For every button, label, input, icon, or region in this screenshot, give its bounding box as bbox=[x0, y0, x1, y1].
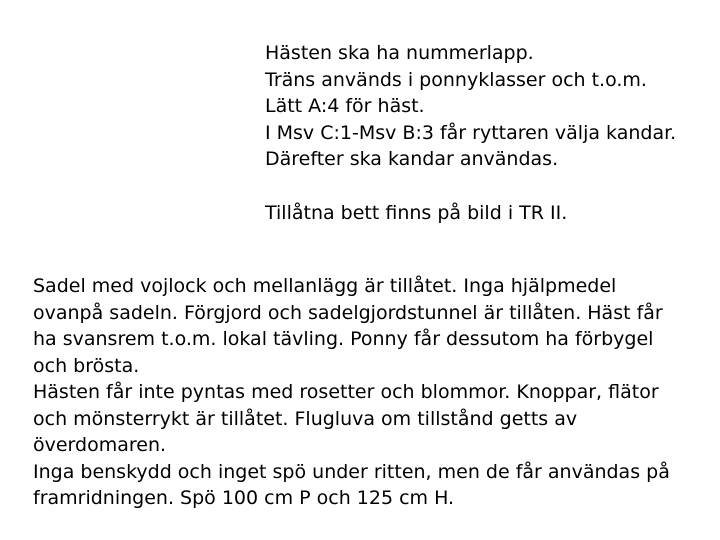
equipment-rules-block bbox=[265, 40, 676, 226]
text-line: Sadel med vojlock och mellanlägg är tillåtet. Inga hjälpmedel bbox=[33, 275, 617, 297]
paragraph-spacer bbox=[265, 173, 676, 200]
saddle-rules-block bbox=[33, 273, 670, 512]
text-line: ha svansrem t.o.m. lokal tävling. Ponny får dessutom ha förbygel bbox=[33, 328, 654, 350]
text-line: Hästen får inte pyntas med rosetter och blommor. Knoppar, flätor bbox=[33, 381, 659, 403]
text-line: Därefter ska kandar användas. bbox=[265, 148, 559, 170]
text-line: ovanpå sadeln. Förgjord och sadelgjordstunnel är tillåten. Häst får bbox=[33, 301, 663, 324]
text-line: Inga benskydd och inget spö under ritten, men de får användas på bbox=[33, 460, 670, 483]
text-line: och mönsterrykt är tillåtet. Flugluva om tillstånd getts av bbox=[33, 407, 578, 430]
text-line: I Msv C:1-Msv B:3 får ryttaren välja kandar. bbox=[265, 121, 677, 144]
text-line: Lätt A:4 för häst. bbox=[265, 95, 425, 117]
text-line: framridningen. Spö 100 cm P och 125 cm H. bbox=[33, 487, 455, 509]
text-line: Träns används i ponnyklasser och t.o.m. bbox=[265, 68, 647, 91]
text-line: överdomaren. bbox=[33, 434, 167, 456]
text-line: och brösta. bbox=[33, 354, 140, 377]
text-line: Hästen ska ha nummerlapp. bbox=[265, 42, 534, 64]
bit-note: Tillåtna bett finns på bild i TR II. bbox=[265, 201, 568, 224]
